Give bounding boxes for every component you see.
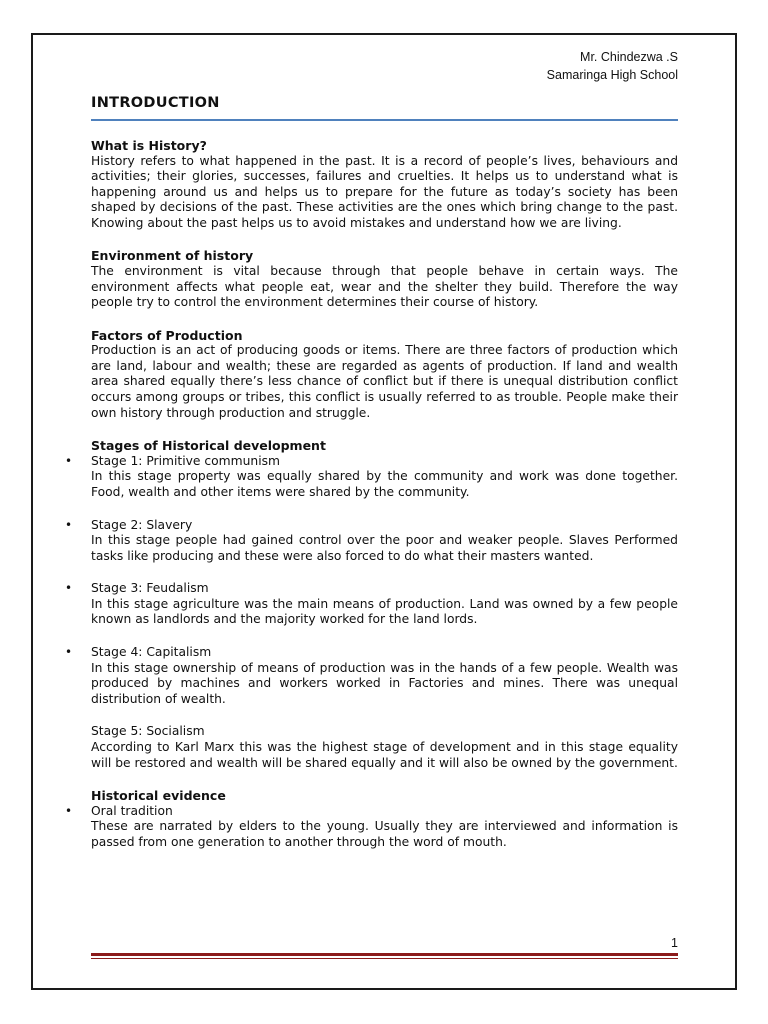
stage-title (65, 645, 678, 661)
bullet-icon: • (65, 453, 73, 468)
stage-title (65, 803, 678, 820)
section-heading: Factors of Production (91, 327, 243, 343)
section-what-is-history (91, 138, 678, 231)
page-footer (91, 936, 678, 959)
stage-title-text: Stage 1: Primitive communism (91, 453, 281, 468)
list-item (91, 724, 678, 771)
stage-title (65, 517, 678, 534)
stage-body: In this stage agriculture was the main means of production. Land was owned by a few people known as landlords and the majority worked for the land lords. (91, 596, 678, 627)
stage-title (91, 724, 678, 740)
footer-rule-thin (91, 958, 678, 959)
author-name: Mr. Chindezwa .S (580, 50, 678, 64)
school-name: Samaringa High School (546, 68, 678, 82)
list-item (65, 517, 678, 565)
stage-title (65, 453, 678, 470)
stage-title-text: Stage 5: Socialism (91, 724, 205, 739)
page-number: 1 (671, 936, 678, 950)
title-underline (91, 119, 678, 121)
section-heading: Stages of Historical development (91, 438, 326, 454)
bullet-icon: • (65, 645, 73, 660)
stage-title-text: Oral tradition (91, 803, 173, 818)
list-item (65, 803, 678, 851)
bullet-icon: • (65, 517, 73, 532)
section-heading: Environment of history (91, 248, 254, 264)
stage-body: These are narrated by elders to the young. Usually they are interviewed and information is passed from one generation to another through the word of mouth. (91, 819, 678, 849)
section-historical-evidence (65, 788, 678, 850)
section-stages (65, 438, 678, 771)
list-item (65, 581, 678, 628)
stage-body: According to Karl Marx this was the highest stage of development and in this stage equality will be restored and wealth will be shared equally and it will also be owned by the government. (91, 740, 678, 770)
page-title: INTRODUCTION (91, 95, 220, 111)
section-body: Production is an act of producing goods or items. There are three factors of production which are land, labour and wealth; these are regarded as agents of production. If land and wealth area shared equally there’s less chance of conflict but if there is unequal distribution conflict occurs among groups or tribes, this conflict is usually referred to as trouble. People make their own history through production and struggle. (91, 343, 678, 420)
stage-body: In this stage people had gained control over the poor and weaker people. Slaves Performed tasks like producing and these were also forced to do what their masters wanted. (91, 533, 678, 563)
bullet-icon: • (65, 581, 73, 596)
stage-title (65, 581, 678, 597)
stage-title-text: Stage 3: Feudalism (91, 581, 209, 596)
section-body: History refers to what happened in the past. It is a record of people’s lives, behaviours and activities; their glories, successes, failures and cruelties. It helps us to understand what is happening around us and helps us to prepare for the future as today’s society has been shaped by decisions of the past. These activities are the ones which bring change to the past. Knowing about the past helps us to avoid mistakes and understand how we are living. (91, 153, 678, 230)
section-heading: Historical evidence (91, 788, 226, 804)
section-heading: What is History? (91, 138, 207, 153)
author-block (91, 48, 678, 84)
list-item (65, 453, 678, 501)
stage-title-text: Stage 2: Slavery (91, 517, 193, 532)
section-factors-of-production (91, 328, 678, 421)
footer-rule (91, 953, 678, 956)
section-environment (91, 248, 678, 310)
document-content (65, 48, 678, 851)
stage-body: In this stage property was equally shared by the community and work was done together. Food, wealth and other items were shared by the community. (91, 469, 678, 499)
stage-body: In this stage ownership of means of production was in the hands of a few people. Wealth was produced by machines and workers worked in Factories and mines. There was unequal distribution of wealth. (91, 660, 678, 706)
bullet-icon: • (65, 803, 73, 818)
stage-title-text: Stage 4: Capitalism (91, 645, 212, 660)
list-item (65, 645, 678, 707)
section-body: The environment is vital because through that people behave in certain ways. The environment affects what people eat, wear and the shelter they build. Therefore the way people try to control the environment determines their course of history. (91, 263, 678, 310)
